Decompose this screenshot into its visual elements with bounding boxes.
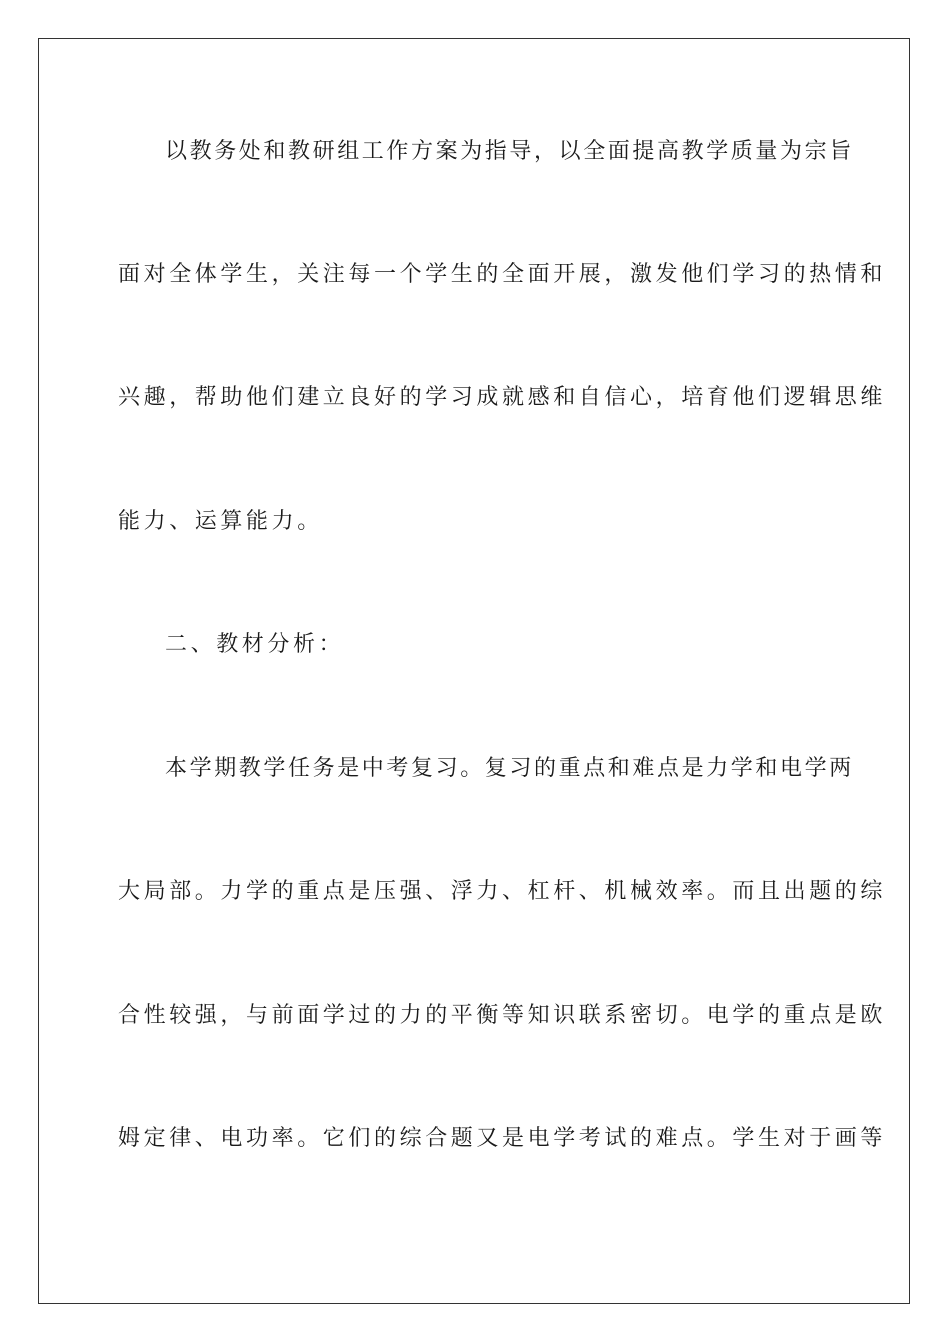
paragraph-line: 本学期教学任务是中考复习。复习的重点和难点是力学和电学两: [165, 756, 854, 781]
page-border: [38, 38, 910, 1304]
paragraph-line: 面对全体学生，关注每一个学生的全面开展，激发他们学习的热情和: [118, 262, 887, 287]
paragraph-line: 大局部。力学的重点是压强、浮力、杠杆、机械效率。而且出题的综: [118, 879, 887, 904]
section-heading: 二、教材分析：: [165, 632, 345, 657]
paragraph-line: 姆定律、电功率。它们的综合题又是电学考试的难点。学生对于画等: [118, 1126, 887, 1151]
paragraph-line: 合性较强，与前面学过的力的平衡等知识联系密切。电学的重点是欧: [118, 1003, 887, 1028]
paragraph-line: 以教务处和教研组工作方案为指导，以全面提高教学质量为宗旨: [165, 139, 854, 164]
paragraph-line: 能力、运算能力。: [118, 509, 323, 534]
paragraph-line: 兴趣，帮助他们建立良好的学习成就感和自信心，培育他们逻辑思维: [118, 385, 887, 410]
